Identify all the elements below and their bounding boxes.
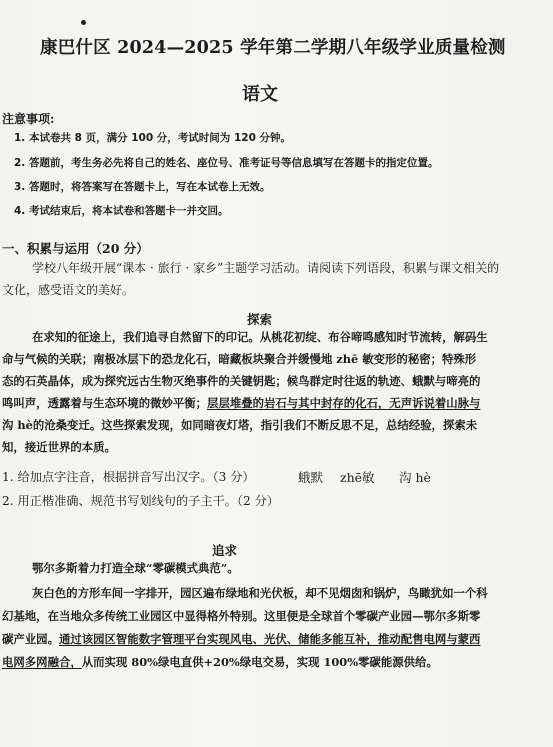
passage-line: 幻基地，在当地众多传统工业园区中显得格外特别。这里便是全球首个零碳产业园—鄂尔多斯零 <box>2 609 481 623</box>
underlined-sentence: 电网多网融合， <box>2 655 82 669</box>
intro-line: 学校八年级开展“课本 · 旅行 · 家乡”主题学习活动。请阅读下列语段，积累与课文相关的 <box>32 261 500 275</box>
pinyin-item: 沟 hè <box>399 470 431 485</box>
passage-line: 在求知的征途上，我们追寻自然留下的印记。从桃花初绽、布谷啼鸣感知时节流转，解码生 <box>32 330 488 344</box>
notice-item: 2. 答题前，考生务必先将自己的姓名、座位号、准考证号等信息填写在答题卡的指定位置。 <box>14 157 439 169</box>
passage-line: 沟 hè的沧桑变迁。这些探索发现，如同暗夜灯塔，指引我们不断反思不足，总结经验，探索未 <box>2 418 478 432</box>
passage-text: 碳产业园。 <box>2 632 59 646</box>
passage-line: 知，接近世界的本质。 <box>2 440 116 454</box>
question-2: 2. 用正楷准确、规范书写划线句的子主干。（2 分） <box>2 494 279 508</box>
passage-title: 探索 <box>247 312 273 327</box>
question-1: 1. 给加点字注音，根据拼音写出汉字。（3 分） <box>2 470 255 484</box>
section-heading: 一、积累与运用（20 分） <box>2 241 149 256</box>
intro-line: 文化，感受语文的美好。 <box>2 283 135 297</box>
passage-lead: 鄂尔多斯着力打造全球“零碳模式典范”。 <box>32 561 239 575</box>
underlined-sentence: 层层堆叠的岩石与其中封存的化石，无声诉说着山脉与 <box>207 396 481 410</box>
passage-text: 从而实现 80%绿电直供+20%绿电交易，实现 100%零碳能源供给。 <box>81 655 438 669</box>
notice-item: 3. 答题时，将答案写在答题卡上，写在本试卷上无效。 <box>14 181 271 193</box>
passage-line: 灰白色的方形车间一字排开，园区遍布绿地和光伏板，却不见烟囱和锅炉，鸟瞰犹如一个科 <box>32 586 488 600</box>
notice-heading: 注意事项: <box>2 112 55 126</box>
pinyin-item: 蛾默 <box>298 470 324 485</box>
notice-item: 4. 考试结束后，将本试卷和答题卡一并交回。 <box>14 205 229 217</box>
underlined-sentence: 通过该园区智能数字管理平台实现风电、光伏、储能多能互补，推动配售电网与蒙西 <box>58 632 481 646</box>
passage-line <box>2 393 547 415</box>
exam-title: 康巴什区 2024—2025 学年第二学期八年级学业质量检测 <box>40 38 506 58</box>
passage-line: 命与气候的关联；南极冰层下的恐龙化石，暗藏板块聚合并缓慢地 zhē 敏变形的秘密；特殊形 <box>2 352 477 366</box>
pinyin-item: zhē敏 <box>340 470 375 485</box>
passage-title: 追求 <box>212 543 238 558</box>
subject-title: 语文 <box>242 84 278 105</box>
ink-dot <box>81 20 86 25</box>
notice-item: 1. 本试卷共 8 页，满分 100 分，考试时间为 120 分钟。 <box>14 132 292 144</box>
passage-line <box>2 629 547 651</box>
passage-line: 态的石英晶体，成为探究远古生物灭绝事件的关键钥匙；候鸟群定时往返的轨迹、蛾默与啼亮的 <box>2 374 481 388</box>
passage-line <box>2 652 547 674</box>
passage-text: 鸣叫声，透露着与生态环境的微妙平衡； <box>2 396 208 410</box>
